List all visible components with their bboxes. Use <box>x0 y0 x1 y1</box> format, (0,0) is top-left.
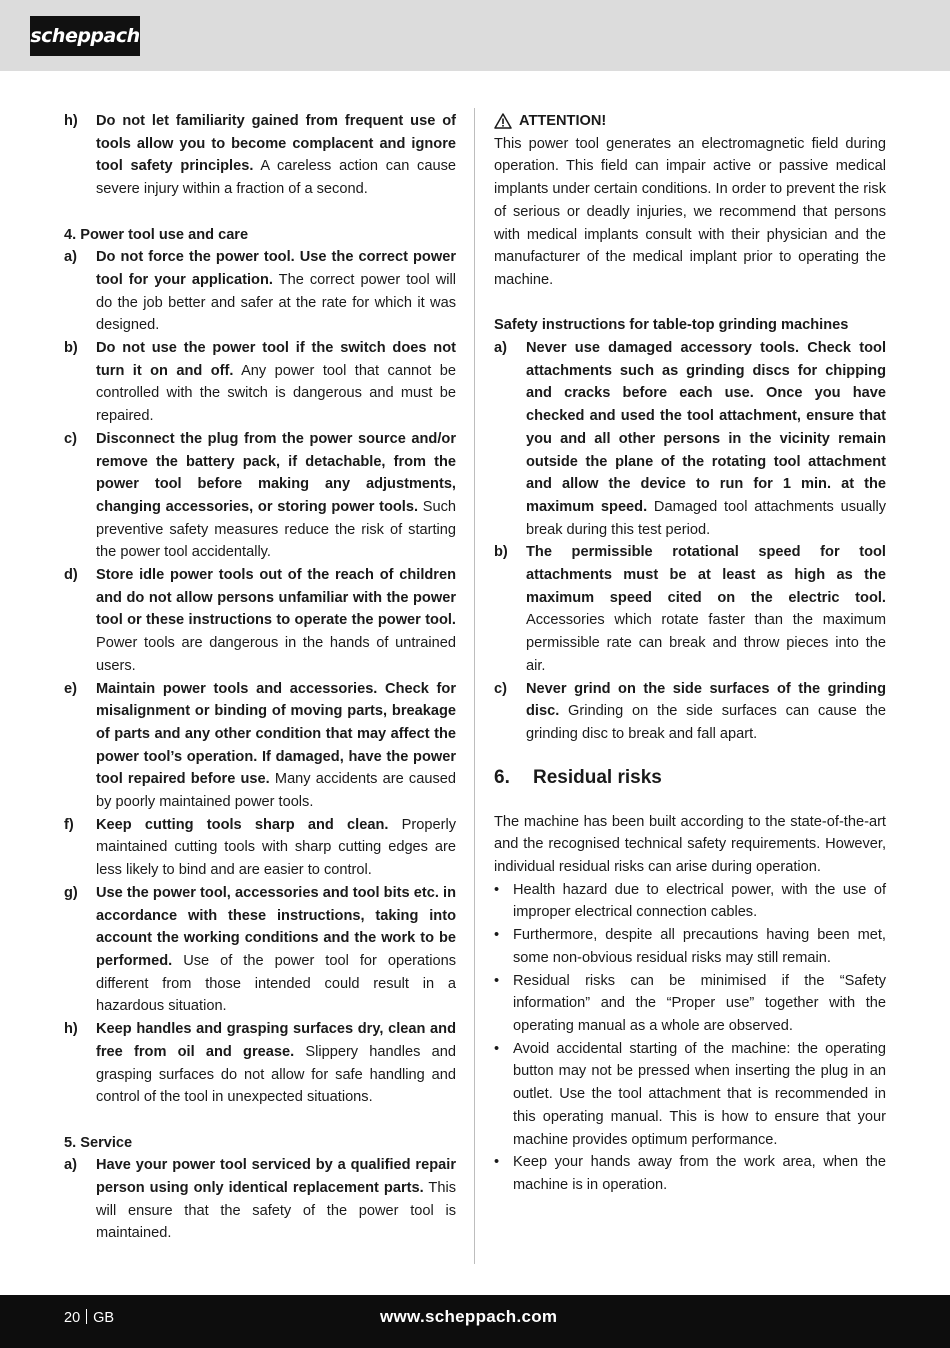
item-label: c) <box>494 680 507 697</box>
grinding-safety-list <box>494 337 886 746</box>
section-title: Residual risks <box>533 766 662 788</box>
item-bold-text: Disconnect the plug from the power source and/or remove the battery pack, if detachable, from the power tool before making any adjustments, changing accessories, or storing power tools. <box>96 430 456 515</box>
attention-title: ATTENTION! <box>519 113 607 129</box>
bullet-icon: • <box>494 972 500 989</box>
list-item <box>64 337 456 428</box>
item-body <box>96 428 456 564</box>
item-bold-text: Do not let familiarity gained from frequent use of tools allow you to become complacent and ignore tool safety principles. <box>96 113 456 175</box>
page-info <box>64 1309 114 1326</box>
item-bold-text: Have your power tool serviced by a qualified repair person using only identical replacement parts. <box>96 1157 456 1197</box>
item-text: Properly maintained cutting tools with sharp cutting edges are less likely to bind and are easier to control. <box>96 816 456 879</box>
list-item <box>64 678 456 814</box>
list-item <box>494 879 886 924</box>
website-link[interactable]: www.scheppach.com <box>380 1307 558 1326</box>
item-text: Slippery handles and grasping surfaces do not allow for safe handling and control of the tool in unexpected situations. <box>96 1043 456 1106</box>
item-text: Accessories which rotate faster than the maximum permissible rate can break and throw pieces into the air. <box>526 612 886 674</box>
bullet-icon: • <box>494 1154 500 1171</box>
item-text: This will ensure that the safety of the power tool is maintained. <box>96 1180 456 1242</box>
item-bold-text: Keep cutting tools sharp and clean. <box>96 816 389 833</box>
column-divider <box>474 108 475 1264</box>
item-bold-text: Never grind on the side surfaces of the grinding disc. <box>526 680 886 720</box>
section-4-title: 4. Power tool use and care <box>64 226 249 243</box>
item-body <box>526 337 886 541</box>
item-body <box>96 814 456 882</box>
list-item <box>494 541 886 677</box>
bullet-text: Residual risks can be minimised if the “Safety information” and the “Proper use” together with the operating manual as a whole are observed. <box>513 972 886 1034</box>
item-label: e) <box>64 680 77 697</box>
right-column <box>494 110 886 1197</box>
item-label: h) <box>64 1021 78 1038</box>
item-bold-text: Never use damaged accessory tools. Check tool attachments such as grinding discs for chipping and cracks before each use. Once you have checked and used the tool attachment, ensure that you and all other persons in the vicinity remain outside the plane of the rotating tool attachment and allow the device to run for 1 min. at the maximum speed. <box>526 340 886 515</box>
bullet-icon: • <box>494 1040 500 1057</box>
scheppach-logo: scheppach <box>30 16 140 56</box>
item-text: The correct power tool will do the job better and safer at the rate for which it was designed. <box>96 271 456 334</box>
left-column <box>64 110 456 1245</box>
item-text: Any power tool that cannot be controlled with the switch is dangerous and must be repaired. <box>96 362 457 425</box>
item-label: c) <box>64 430 77 447</box>
list-item <box>64 814 456 882</box>
bullet-icon: • <box>494 881 500 898</box>
list-item <box>494 337 886 541</box>
list-item <box>64 428 456 564</box>
item-body <box>526 541 886 677</box>
list-item <box>64 246 456 337</box>
list-item <box>494 924 886 969</box>
item-text: Power tools are dangerous in the hands of untrained users. <box>96 635 456 674</box>
separator <box>86 1309 87 1324</box>
item-label: a) <box>494 340 507 357</box>
list-item <box>64 1154 456 1245</box>
item-label: b) <box>494 544 508 561</box>
section-number: 6. <box>494 766 510 788</box>
item-label: d) <box>64 567 78 584</box>
item-body <box>96 1154 456 1245</box>
bullet-text: Furthermore, despite all precautions having been met, some non-obvious residual risks may still remain. <box>513 927 886 966</box>
item-body <box>96 110 456 201</box>
item-text: Many accidents are caused by poorly maintained power tools. <box>96 771 456 811</box>
item-body <box>96 882 456 1018</box>
list-item <box>64 1018 456 1109</box>
item-body <box>526 678 886 746</box>
bullet-icon: • <box>494 927 500 944</box>
page-number: 20 <box>64 1310 81 1326</box>
item-bold-text: Store idle power tools out of the reach of children and do not allow persons unfamiliar with the power tool or these instructions to operate the power tool. <box>96 567 456 629</box>
item-label: b) <box>64 340 78 357</box>
item-label: h) <box>64 113 78 129</box>
list-item <box>64 882 456 1018</box>
list-item <box>64 110 456 201</box>
item-bold-text: Maintain power tools and accessories. Check for misalignment or binding of moving parts, breakage of parts and any other condition that may affect the power tool’s operation. If damaged, have the power tool repaired before use. <box>96 680 456 788</box>
item-label: f) <box>64 816 74 833</box>
list-item <box>494 678 886 746</box>
item-bold-text: The permissible rotational speed for tool attachments must be at least as high as the maximum speed cited on the electric tool. <box>526 544 886 606</box>
language-code: GB <box>93 1310 115 1326</box>
item-label: g) <box>64 884 78 901</box>
item-text: Damaged tool attachments usually break during this test period. <box>526 498 887 538</box>
item-body <box>96 1018 456 1109</box>
item-text: A careless action can cause severe injury within a fraction of a second. <box>96 158 456 198</box>
item-label: a) <box>64 1157 77 1174</box>
item-bold-text: Do not force the power tool. Use the correct power tool for your application. <box>96 249 456 288</box>
section-5-list <box>64 1154 456 1245</box>
item-text: Use of the power tool for operations different from those intended could result in a hazardous situation. <box>96 953 456 1015</box>
item-text: Such preventive safety measures reduce the risk of starting the power tool accidentally. <box>96 498 456 561</box>
item-bold-text: Keep handles and grasping surfaces dry, clean and free from oil and grease. <box>96 1021 456 1060</box>
footer-bar <box>0 1295 950 1348</box>
warning-triangle-icon <box>494 113 512 129</box>
section-5-title: 5. Service <box>64 1134 133 1151</box>
header-bar <box>0 0 950 71</box>
list-item <box>494 1151 886 1196</box>
item-text: Grinding on the side surfaces can cause the grinding disc to break and fall apart. <box>526 703 886 742</box>
residual-risks-heading <box>494 766 886 790</box>
item-bold-text: Do not use the power tool if the switch does not turn it on and off. <box>96 340 456 379</box>
section-4-list <box>64 246 456 1109</box>
item-label: a) <box>64 249 77 266</box>
attention-heading <box>494 110 886 133</box>
item-body <box>96 337 456 428</box>
item-body <box>96 564 456 678</box>
bullet-text: Keep your hands away from the work area, when the machine is in operation. <box>513 1154 886 1193</box>
item-bold-text: Use the power tool, accessories and tool bits etc. in accordance with these instructions, taking into account the working conditions and the work to be performed. <box>96 884 456 969</box>
list-item <box>494 970 886 1038</box>
item-body <box>96 678 456 814</box>
grinding-safety-title: Safety instructions for table-top grinding machines <box>494 317 849 334</box>
bullet-text: Health hazard due to electrical power, with the use of improper electrical connection cables. <box>513 881 886 921</box>
item-body <box>96 246 456 337</box>
list-item <box>494 1038 886 1152</box>
residual-intro: The machine has been built according to the state-of-the-art and the recognised technical safety requirements. However, individual residual risks can arise during operation. <box>494 813 886 876</box>
attention-text: This power tool generates an electromagnetic field during operation. This field can impair active or passive medical implants under certain conditions. In order to prevent the risk of serious or deadly injuries, we recommend that persons with medical implants consult with their physician and the manufacturer of the medical implant prior to operating the machine. <box>494 135 886 288</box>
bullet-text: Avoid accidental starting of the machine: the operating button may not be pressed when inserting the plug in an outlet. Use the tool attachment that is recommended in this operating manual. This is how to ensure that your machine provides optimum performance. <box>513 1040 886 1148</box>
list-item <box>64 564 456 678</box>
residual-risk-list <box>494 879 886 1197</box>
